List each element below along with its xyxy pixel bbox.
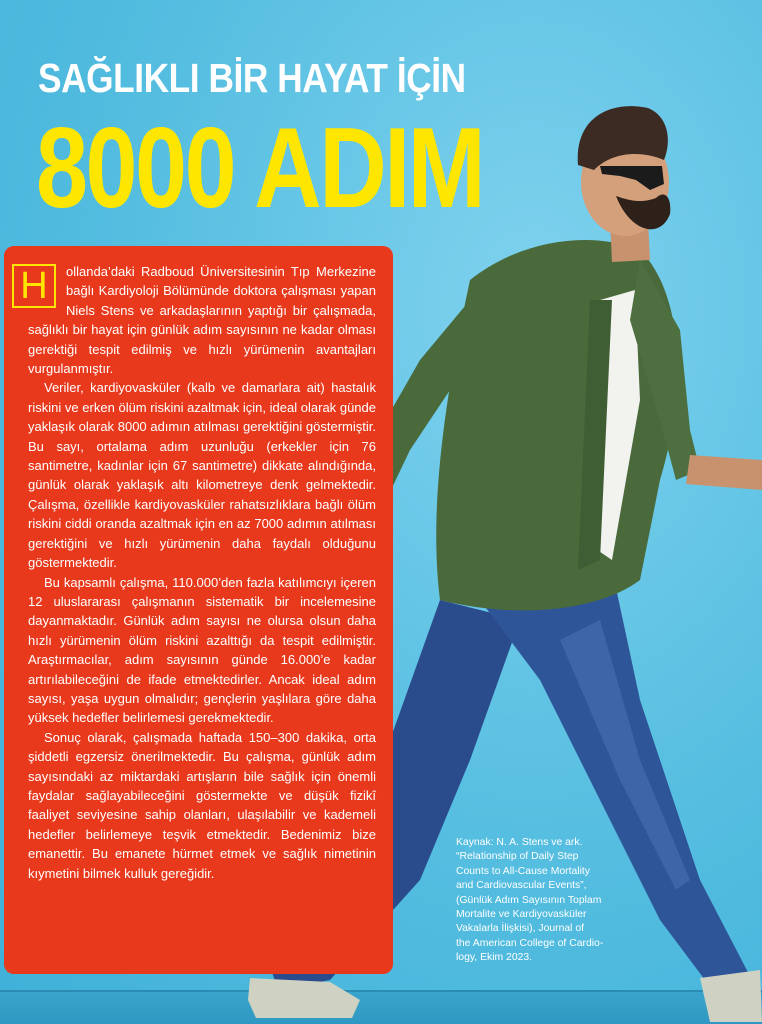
shoe-front (700, 970, 762, 1022)
article-paragraph: Bu kapsamlı çalışma, 110.000’den fazla katılımcıyı içeren 12 uluslararası çalışmanın sistematik bir incelemesine dayanmaktadır. Günlük adım sayısı ne olursa olsun daha hızlı yürümenin ölüm riskini azalttığı da tespit edilmiştir. Araştırmacılar, adım sayısının günde 16.000’e kadar artırılabileceğini de ifade etmektedirler. Ancak ideal adım sayısı, yaşa uygun olmalıdır; gençlerin yaşlılara göre daha yüksek hedefler belirlemesi gerekmektedir. (28, 574, 376, 726)
headline: 8000 ADIM (36, 105, 484, 232)
article-paragraph: Veriler, kardiyovasküler (kalb ve damarlara ait) hastalık riskini ve erken ölüm riskini azaltmak için, ideal olarak günde yaklaşık olarak 8000 adımın atılması gerektiğini göstermiştir. Bu sayı, ortalama adım uzunluğu (erkekler için 76 santimetre, kadınlar için 67 santimetre) dikkate alındığında, günlük olarak yaklaşık altı kilometreye denk gelmektedir. Çalışma, özellikle kardiyovasküler rahatsızlıklara bağlı ölüm riskini ciddi oranda azaltmak için en az 7000 adımın atılması gerektiğini ve hızlı yürümenin daha faydalı olduğunu göstermektedir. (28, 380, 376, 571)
source-citation: Kaynak: N. A. Stens ve ark. “Relationship of Daily Step Counts to All-Cause Mortality and Cardiovascular Events”, (Günlük Adım Sayısının Toplam Mortalite ve Kardiyovasküler Vakalarla İlişkisi), Journal of the American College of Cardio- logy, Ekim 2023. (456, 837, 604, 964)
article-paragraph (20, 262, 376, 378)
drop-cap: H (12, 264, 56, 308)
shoe-back (248, 978, 360, 1018)
kicker-title: SAĞLIKLI BİR HAYAT İÇİN (38, 55, 466, 101)
article-paragraph-text: ollanda’daki Radboud Üniversitesinin Tıp Merkezine bağlı Kardiyoloji Bölümünde doktora çalışması yapan Niels Stens ve arkadaşlarının yaptığı bir çalışmada, sağlıklı bir hayat için günlük adım sayısının ne kadar olması gerektiği tespit edilmiş ve hızlı yürümenin avantajları vurgulanmıştır. (28, 264, 376, 377)
article-paragraph: Sonuç olarak, çalışmada haftada 150–300 dakika, orta şiddetli egzersiz önerilmektedir. Bu çalışma, günlük adım sayısındaki az miktardaki artışların bile sağlık için önemli faydalar sağlayabileceğini göstermekte ve düşük fizikî faaliyet seviyesine sahip olanları, ulaşılabilir ve kademeli hedefler belirlemeye teşvik etmektedir. Bedenimiz bize emanettir. Bu emanete hürmet etmek ve sağlık nimetinin kıymetini bilmek kulluk gereğidir. (28, 729, 376, 881)
article-body (20, 262, 376, 883)
forearm-front (686, 455, 762, 490)
